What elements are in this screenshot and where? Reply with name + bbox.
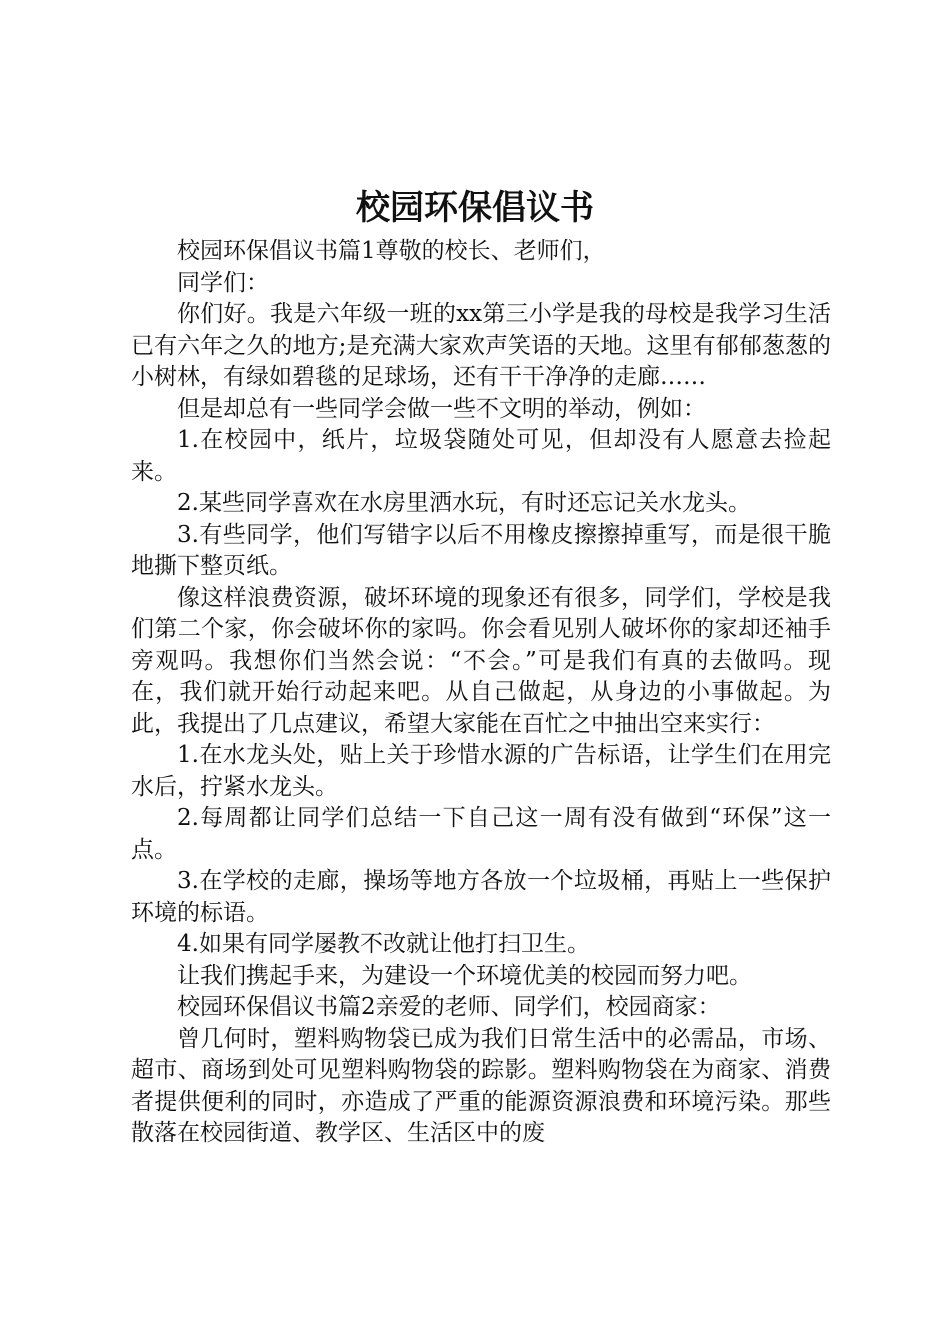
paragraph: 像这样浪费资源，破坏环境的现象还有很多，同学们，学校是我们第二个家，你会破坏你的家吗。你会看见别人破坏你的家却还袖手旁观吗。我想你们当然会说：“不会。”可是我们有真的去做吗。现在，我们就开始行动起来吧。从自己做起，从身边的小事做起。为此，我提出了几点建议，希望大家能在百忙之中抽出空来实行： bbox=[131, 584, 831, 737]
list-item: 4.如果有同学屡教不改就让他打扫卫生。 bbox=[177, 931, 590, 957]
document-body bbox=[131, 236, 831, 1150]
paragraph: 你们好。我是六年级一班的xx第三小学是我的母校是我学习生活已有六年之久的地方;是充满大家欢声笑语的天地。这里有郁郁葱葱的小树林，有绿如碧毯的足球场，还有干干净净的走廊…… bbox=[131, 301, 831, 390]
paragraph: 校园环保倡议书篇2亲爱的老师、同学们，校园商家： bbox=[177, 994, 721, 1020]
document-title: 校园环保倡议书 bbox=[356, 188, 594, 228]
paragraph: 同学们： bbox=[177, 269, 269, 296]
list-item: 1.在水龙头处，贴上关于珍惜水源的广告标语，让学生们在用完水后，拧紧水龙头。 bbox=[131, 742, 831, 800]
list-item: 2.某些同学喜欢在水房里洒水玩，有时还忘记关水龙头。 bbox=[177, 490, 751, 516]
list-item: 1.在校园中，纸片，垃圾袋随处可见，但却没有人愿意去捡起来。 bbox=[131, 427, 831, 485]
paragraph: 校园环保倡议书篇1尊敬的校长、老师们， bbox=[177, 238, 606, 264]
paragraph: 让我们携起手来，为建设一个环境优美的校园而努力吧。 bbox=[177, 962, 752, 989]
list-item: 3.有些同学，他们写错字以后不用橡皮擦擦掉重写，而是很干脆地撕下整页纸。 bbox=[131, 521, 831, 579]
paragraph: 曾几何时，塑料购物袋已成为我们日常生活中的必需品，市场、超市、商场到处可见塑料购物袋的踪影。塑料购物袋在为商家、消费者提供便利的同时，亦造成了严重的能源资源浪费和环境污染。那些散落在校园街道、教学区、生活区中的废 bbox=[131, 1025, 831, 1146]
list-item: 2.每周都让同学们总结一下自己这一周有没有做到“环保”这一点。 bbox=[131, 805, 831, 863]
paragraph: 但是却总有一些同学会做一些不文明的举动，例如： bbox=[177, 395, 706, 422]
list-item: 3.在学校的走廊，操场等地方各放一个垃圾桶，再贴上一些保护环境的标语。 bbox=[131, 868, 831, 926]
